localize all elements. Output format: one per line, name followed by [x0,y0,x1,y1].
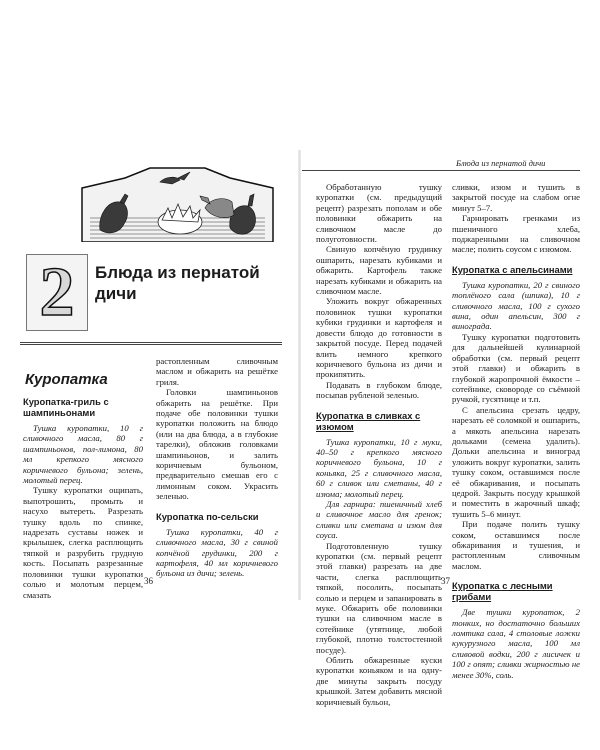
recipe-ingredients: Две тушки куропаток, 2 тонких, но достаточно больших ломтика сала, 4 столовые ложки кукурузного масла, 100 мл сливовой водки, 200 г лисичек и 100 г опят; сливки жирностью не менее 30%, соль. [452,607,580,680]
recipe-heading: Куропатка с лесными грибами [452,580,553,603]
recipe-paragraph: Подавать в глубоком блюде, посыпав рубленой зеленью. [316,379,442,401]
recipe-paragraph: растопленным сливочным маслом и обжарить на решётке гриля. [156,356,278,387]
recipe-garnish: Для гарнира: пшеничный хлеб и сливочное масло для гренок; сливки или сметана и изюм для соуса. [316,498,442,541]
running-header: Блюда из пернатой дичи [456,158,546,168]
right-page-column-1 [316,182,442,707]
running-header-rule [302,170,580,171]
chapter-number: 2 [39,254,75,331]
right-page-column-2 [452,182,580,680]
chapter-title: Блюда из пернатой дичи [95,263,260,303]
recipe-paragraph: сливки, изюм и тушить в закрытой посуде на слабом огне минут 5–7. [452,182,580,213]
recipe-paragraph: Подготовленную тушку куропатки (см. первый рецепт этой главки) разрезать на две части, слегка расплющить тяпкой, посолить, посыпать солью и перцем и запанировать в муке. Обжарить обе половинки тушки на сливочном масле в сотейнике (утятнице, любой глубокой, плотно толстостенной посуде). [316,540,442,655]
recipe-paragraph: Тушку куропатки подготовить для дальнейшей кулинарной обработки (см. первый рецепт этой главки) и обжарить в глубокой жаропрочной ёмкости – сотейнике, сковороде со съёмной ручкой, гусятнице и т.п. [452,331,580,405]
recipe-paragraph: Гарнировать гренками из пшеничного хлеба, поджаренными на сливочном масле; полить соусом с изюмом. [452,213,580,255]
recipe-heading: Куропатка по-сельски [156,510,259,522]
recipe-paragraph: Свиную копчёную грудинку ошпарить, нарезать кубиками и обжарить. Картофель также нарезать кубиками и обжарить на сливочном масле. [316,244,442,297]
recipe-ingredients: Тушка куропатки, 40 г сливочного масла, 30 г свиной копчёной грудинки, 200 г картофеля, 40 мл коричневого бульона из дичи; зелень. [156,526,278,579]
recipe-paragraph: Уложить вокруг обжаренных половинок тушки куропатки кубики грудинки и картофеля и довести блюдо до готовности в закрытой посуде. Перед подачей влить немного крепкого коричневого бульона из дичи и прокипятить. [316,296,442,380]
recipe-paragraph: Головки шампиньонов обжарить на решётке. При подаче обе половинки тушки куропатки положить на блюдо (или на два блюда, а в глубокие тарелки), обложив головками шампиньонов, и залить коричневым бульоном, предварительно смешав его с лимонным соком. Украсить зеленью. [156,387,278,502]
recipe-paragraph: Облить обжаренные куски куропатки коньяком и на одну-две минуты закрыть посуду крышкой. Затем добавить мясной коричневый бульон, [316,655,442,707]
recipe-ingredients: Тушка куропатки, 10 г сливочного масла, 80 г шампиньонов, пол-лимона, 80 мл крепкого мясного коричневого бульона; зелень, молотый перец. [23,423,143,486]
recipe-paragraph: При подаче полить тушку соком, оставшимся после обжаривания и тушения, и растопленным сливочным маслом. [452,519,580,571]
chapter-number-box [26,254,88,331]
page-number-left: 36 [144,576,153,586]
book-gutter [298,150,301,600]
chapter-divider-2 [20,344,282,345]
birds-engraving-illustration [80,160,275,242]
section-title: Куропатка [25,371,108,388]
left-page-column-2 [156,356,278,579]
recipe-heading: Куропатка-гриль с шампиньонами [23,396,109,418]
recipe-ingredients: Тушка куропатки, 10 г муки, 40–50 г крепкого мясного коричневого бульона, 10 г коньяка, 25 г сливочного масла, 60 г сливок или сметаны, 40 г изюма; молотый перец. [316,436,442,499]
recipe-paragraph: Обработанную тушку куропатки (см. предыдущий рецепт) разрезать пополам и обе половинки обжарить на сливочном масле до полуготовности. [316,182,442,245]
recipe-ingredients: Тушка куропатки, 20 г свиного топлёного сала (шпика), 10 г сливочного масла, 100 г сухого вина, один апельсин, 300 г винограда. [452,279,580,332]
left-page-column-1 [23,396,143,600]
recipe-heading: Куропатка в сливках с изюмом [316,409,421,432]
recipe-paragraph: Тушку куропатки ощипать, выпотрошить, промыть и насухо вытереть. Разрезать тушку вдоль по спинке, надрезать суставы ножек и крылышек, слегка расплющить тяпкой и разрубить грудную кость. Посыпать разрезанные половинки тушки куропатки солью и молотым перцем, смазать [23,485,143,600]
recipe-paragraph: С апельсина срезать цедру, нарезать её соломкой и ошпарить, а мякоть апельсина нарезать дольками (семена удалить). Дольки апельсина и виноград уложить вокруг куропатки, залить тушку соком, оставшимся после её обжаривания, и посыпать цедрой. Закрыть посуду крышкой и поместить в жарочный шкаф; тушить 5–6 минут. [452,404,580,519]
recipe-heading: Куропатка с апельсинами [452,263,573,275]
chapter-divider [20,342,282,343]
page-number-right: 37 [441,576,450,586]
